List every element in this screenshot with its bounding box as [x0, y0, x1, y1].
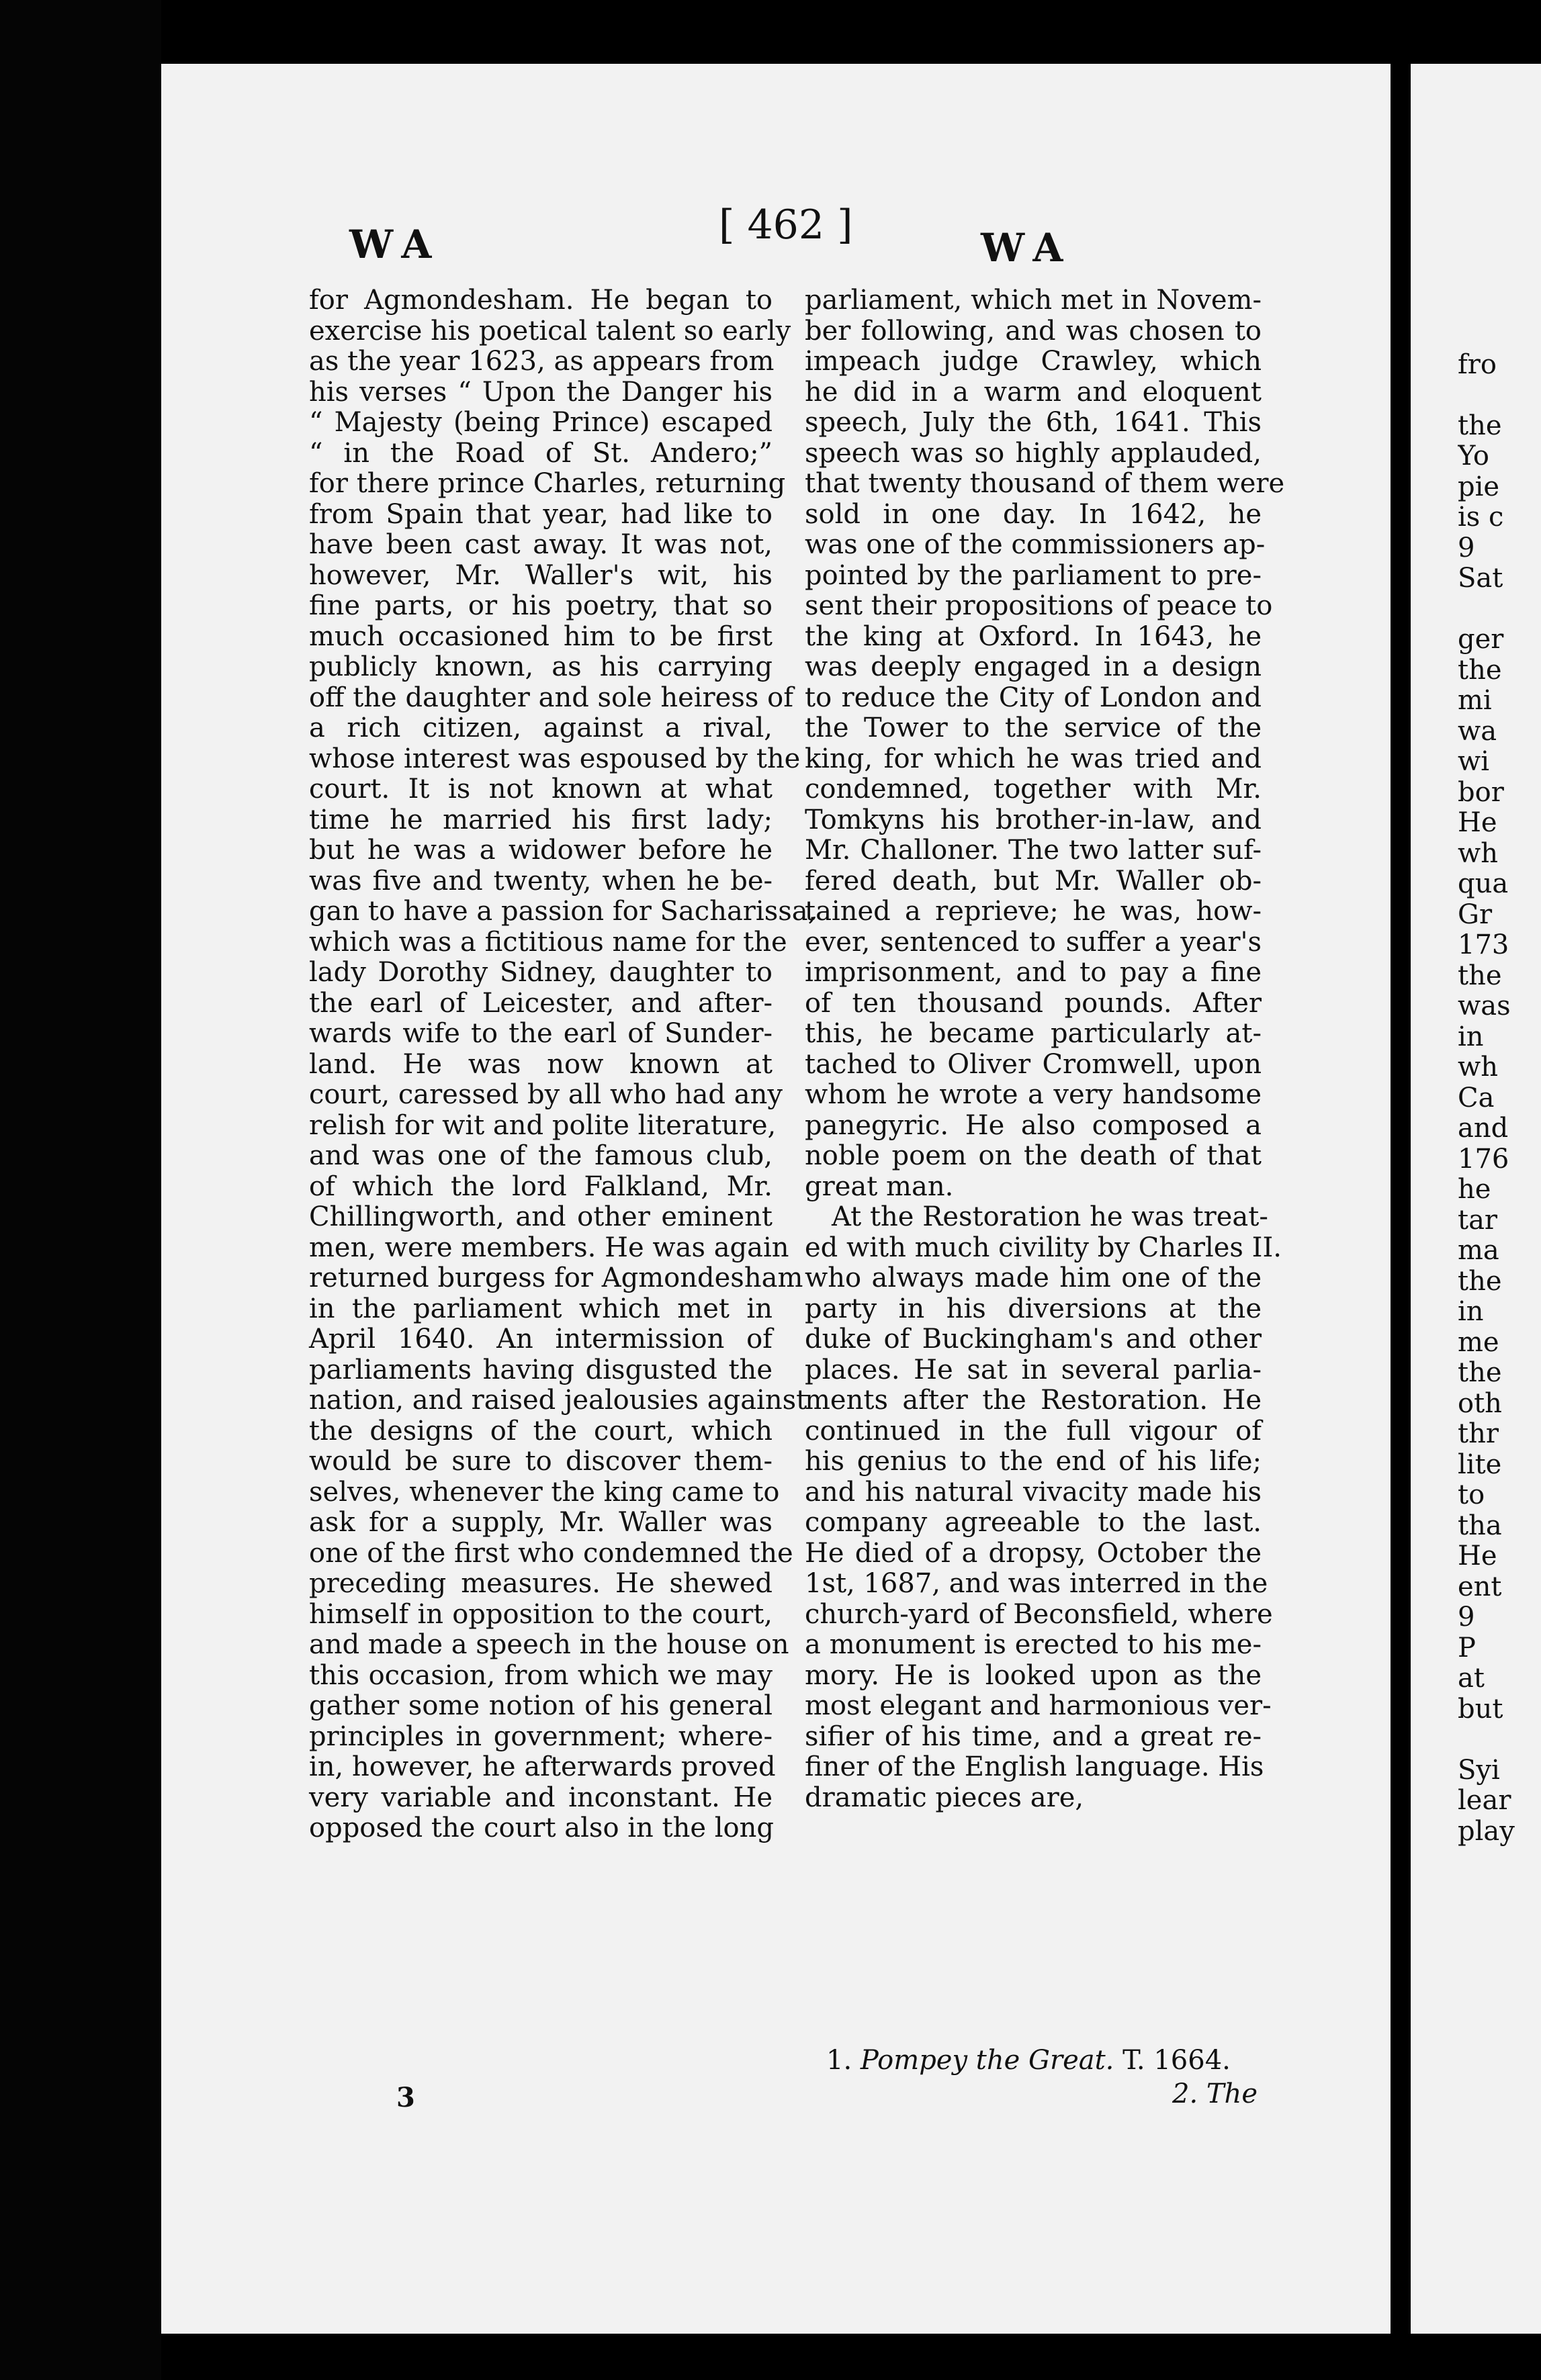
text-line: most elegant and harmonious ver-: [805, 1690, 1272, 1721]
text-line: returned burgess for Agmondesham: [309, 1263, 803, 1293]
text-line: impeach judge Crawley, which: [805, 346, 1262, 377]
text-column-left: [309, 285, 817, 1844]
text-line: places. He sat in several parlia-: [805, 1354, 1262, 1385]
text-line: qua: [1458, 869, 1509, 899]
text-line: “ in the Road of St. Andero;”: [309, 437, 773, 469]
text-line: much occasioned him to be first: [309, 621, 773, 652]
text-line: imprisonment, and to pay a fine: [805, 957, 1262, 988]
text-line: He: [1458, 808, 1497, 838]
text-line: and: [1458, 1113, 1509, 1144]
text-line: pointed by the parliament to pre-: [805, 559, 1262, 591]
text-line: a rich citizen, against a rival,: [309, 713, 773, 743]
text-line: his verses “ Upon the Danger his: [309, 376, 773, 408]
text-line: which was a fictitious name for the: [309, 926, 787, 958]
text-line: a monument is erected to his me-: [805, 1629, 1262, 1660]
text-line: to reduce the City of London and: [805, 682, 1262, 713]
text-line: party in his diversions at the: [805, 1293, 1262, 1324]
text-line: selves, whenever the king came to: [309, 1476, 780, 1508]
text-line: the: [1458, 1266, 1502, 1297]
text-line: in: [1458, 1297, 1484, 1327]
play-entry: [826, 2045, 1231, 2076]
text-line: his genius to the end of his life;: [805, 1446, 1262, 1477]
text-line: tached to Oliver Cromwell, upon: [805, 1048, 1262, 1080]
text-line: lady Dorothy Sidney, daughter to: [309, 957, 773, 988]
text-line: wi: [1458, 747, 1490, 777]
text-line: whose interest was espoused by the: [309, 743, 801, 774]
text-line: the: [1458, 410, 1502, 441]
text-line: for there prince Charles, returning: [309, 468, 786, 499]
text-line: church-yard of Beconsfield, where: [805, 1598, 1273, 1630]
page-number: [ 462 ]: [719, 201, 853, 248]
text-line: as the year 1623, as appears from: [309, 346, 775, 377]
text-line: of which the lord Falkland, Mr.: [309, 1171, 773, 1202]
text-line: that twenty thousand of them were: [805, 468, 1285, 499]
text-line: pie: [1458, 471, 1500, 502]
text-line: parliament, which met in Novem-: [805, 285, 1262, 316]
text-line: Gr: [1458, 899, 1493, 930]
text-line: 173: [1458, 930, 1509, 960]
text-line: lite: [1458, 1449, 1502, 1480]
text-line: gather some notion of his general: [309, 1690, 773, 1721]
text-line: ma: [1458, 1236, 1499, 1266]
text-line: finer of the English language. His: [805, 1751, 1264, 1782]
text-line: the king at Oxford. In 1643, he: [805, 621, 1262, 652]
text-line: He died of a dropsy, October the: [805, 1537, 1262, 1569]
text-line: he: [1458, 1175, 1491, 1205]
text-line: but: [1458, 1694, 1503, 1725]
text-line: parliaments having disgusted the: [309, 1354, 773, 1385]
text-line: the designs of the court, which: [309, 1415, 773, 1447]
text-line: Ca: [1458, 1083, 1495, 1113]
text-line: was five and twenty, when he be-: [309, 865, 773, 897]
text-line: dramatic pieces are,: [805, 1782, 1084, 1813]
text-line: would be sure to discover them-: [309, 1446, 773, 1477]
text-line: company agreeable to the last.: [805, 1507, 1262, 1538]
text-line: from Spain that year, had like to: [309, 498, 773, 530]
text-line: time he married his first lady;: [309, 804, 773, 835]
text-line: king, for which he was tried and: [805, 743, 1262, 774]
text-line: publicly known, as his carrying: [309, 651, 773, 682]
catchword: 2. The: [1172, 2078, 1258, 2109]
text-line: wh: [1458, 838, 1498, 869]
text-line: ber following, and was chosen to: [805, 315, 1262, 347]
text-line: whom he wrote a very handsome: [805, 1079, 1262, 1110]
text-line: sold in one day. In 1642, he: [805, 498, 1262, 530]
text-line: himself in opposition to the court,: [309, 1598, 773, 1630]
text-line: bor: [1458, 777, 1504, 808]
text-line: fine parts, or his poetry, that so: [309, 590, 773, 621]
text-line: the Tower to the service of the: [805, 713, 1262, 743]
text-line: this occasion, from which we may: [309, 1659, 773, 1691]
text-line: oth: [1458, 1388, 1502, 1419]
text-line: Chillingworth, and other eminent: [309, 1201, 773, 1232]
text-line: men, were members. He was again: [309, 1232, 789, 1263]
text-line: land. He was now known at: [309, 1048, 773, 1080]
text-line: court, caressed by all who had any: [309, 1079, 783, 1110]
text-line: for Agmondesham. He began to: [309, 285, 773, 316]
text-line: speech, July the 6th, 1641. This: [805, 407, 1262, 438]
signature-mark: 3: [396, 2082, 415, 2113]
running-head-left: WA: [349, 222, 443, 267]
text-line: was one of the commissioners ap-: [805, 529, 1266, 560]
text-line: condemned, together with Mr.: [805, 774, 1262, 805]
facing-page-text: [1458, 319, 1541, 1847]
text-line: and was one of the famous club,: [309, 1140, 773, 1171]
text-line: tha: [1458, 1510, 1502, 1541]
text-line: mory. He is looked upon as the: [805, 1659, 1262, 1691]
text-line: [1458, 594, 1541, 625]
text-line: nation, and raised jealousies against: [309, 1385, 807, 1416]
text-line: in the parliament which met in: [309, 1293, 773, 1324]
text-line: Tomkyns his brother-in-law, and: [805, 804, 1262, 835]
text-line: play: [1458, 1816, 1515, 1847]
text-line: have been cast away. It was not,: [309, 529, 773, 560]
text-line: continued in the full vigour of: [805, 1415, 1262, 1447]
text-line: one of the first who condemned the: [309, 1537, 793, 1569]
scan-left-edge: [0, 0, 161, 2380]
text-line: duke of Buckingham's and other: [805, 1324, 1262, 1355]
text-line: tar: [1458, 1205, 1498, 1236]
text-line: the: [1458, 960, 1502, 991]
text-line: At the Restoration he was treat-: [832, 1201, 1268, 1232]
text-line: wards wife to the earl of Sunder-: [309, 1018, 773, 1049]
text-line: Yo: [1458, 441, 1490, 471]
text-line: but he was a widower before he: [309, 835, 773, 866]
text-line: in: [1458, 1021, 1484, 1052]
play-info: T. 1664.: [1122, 2045, 1231, 2076]
text-line: mi: [1458, 686, 1492, 716]
text-line: the: [1458, 1358, 1502, 1388]
text-line: wa: [1458, 716, 1497, 747]
text-line: the earl of Leicester, and after-: [309, 987, 773, 1019]
text-line: however, Mr. Waller's wit, his: [309, 559, 773, 591]
text-line: preceding measures. He shewed: [309, 1568, 773, 1599]
text-line: at: [1458, 1663, 1485, 1694]
play-number: 1.: [826, 2045, 852, 2076]
text-line: who always made him one of the: [805, 1263, 1262, 1293]
text-line: he did in a warm and eloquent: [805, 376, 1262, 408]
text-line: 176: [1458, 1144, 1509, 1175]
text-line: ever, sentenced to suffer a year's: [805, 926, 1262, 958]
text-line: very variable and inconstant. He: [309, 1782, 773, 1813]
text-line: He: [1458, 1541, 1497, 1571]
text-line: me: [1458, 1327, 1499, 1358]
text-line: [1458, 1725, 1541, 1755]
text-line: ent: [1458, 1571, 1502, 1602]
text-line: fro: [1458, 349, 1497, 380]
running-head-right: WA: [981, 225, 1074, 271]
text-line: “ Majesty (being Prince) escaped: [309, 407, 773, 438]
play-title: Pompey the Great.: [860, 2045, 1114, 2076]
text-line: the: [1458, 655, 1502, 686]
text-line: Mr. Challoner. The two latter suf-: [805, 835, 1262, 866]
text-line: panegyric. He also composed a: [805, 1109, 1262, 1141]
text-line: [1458, 380, 1541, 411]
text-line: of ten thousand pounds. After: [805, 987, 1262, 1019]
text-line: and his natural vivacity made his: [805, 1476, 1262, 1508]
text-line: was deeply engaged in a design: [805, 651, 1262, 682]
text-line: opposed the court also in the long: [309, 1813, 774, 1843]
text-line: ments after the Restoration. He: [805, 1385, 1262, 1416]
text-line: court. It is not known at what: [309, 774, 773, 805]
text-line: sent their propositions of peace to: [805, 590, 1273, 621]
text-line: ed with much civility by Charles II.: [805, 1232, 1282, 1263]
text-line: thr: [1458, 1419, 1499, 1449]
text-line: and made a speech in the house on: [309, 1629, 789, 1660]
text-line: 1st, 1687, and was interred in the: [805, 1568, 1268, 1599]
text-line: [1458, 319, 1541, 350]
text-line: off the daughter and sole heiress of: [309, 682, 793, 713]
text-line: Syi: [1458, 1755, 1500, 1786]
text-line: 9: [1458, 533, 1475, 563]
text-line: exercise his poetical talent so early: [309, 315, 791, 347]
text-line: gan to have a passion for Sacharissa,: [309, 896, 817, 927]
text-line: ask for a supply, Mr. Waller was: [309, 1507, 773, 1538]
text-line: Sat: [1458, 563, 1503, 594]
text-line: fered death, but Mr. Waller ob-: [805, 865, 1262, 897]
text-line: P: [1458, 1633, 1476, 1663]
page-gutter: [1391, 0, 1411, 2380]
text-line: noble poem on the death of that: [805, 1140, 1262, 1171]
text-line: lear: [1458, 1786, 1511, 1816]
text-line: wh: [1458, 1052, 1498, 1083]
text-line: speech was so highly applauded,: [805, 437, 1262, 469]
text-line: tained a reprieve; he was, how-: [805, 896, 1262, 927]
text-line: 9: [1458, 1602, 1475, 1633]
text-line: was: [1458, 991, 1511, 1021]
text-line: April 1640. An intermission of: [309, 1324, 773, 1355]
text-line: is c: [1458, 502, 1504, 533]
text-line: to: [1458, 1480, 1485, 1510]
text-line: ger: [1458, 625, 1504, 655]
text-line: sifier of his time, and a great re-: [805, 1721, 1262, 1752]
text-line: relish for wit and polite literature,: [309, 1109, 777, 1141]
text-line: this, he became particularly at-: [805, 1018, 1262, 1049]
text-line: in, however, he afterwards proved: [309, 1751, 776, 1782]
text-column-right: [805, 285, 1285, 1813]
text-line: great man.: [805, 1171, 954, 1202]
text-line: principles in government; where-: [309, 1721, 773, 1752]
